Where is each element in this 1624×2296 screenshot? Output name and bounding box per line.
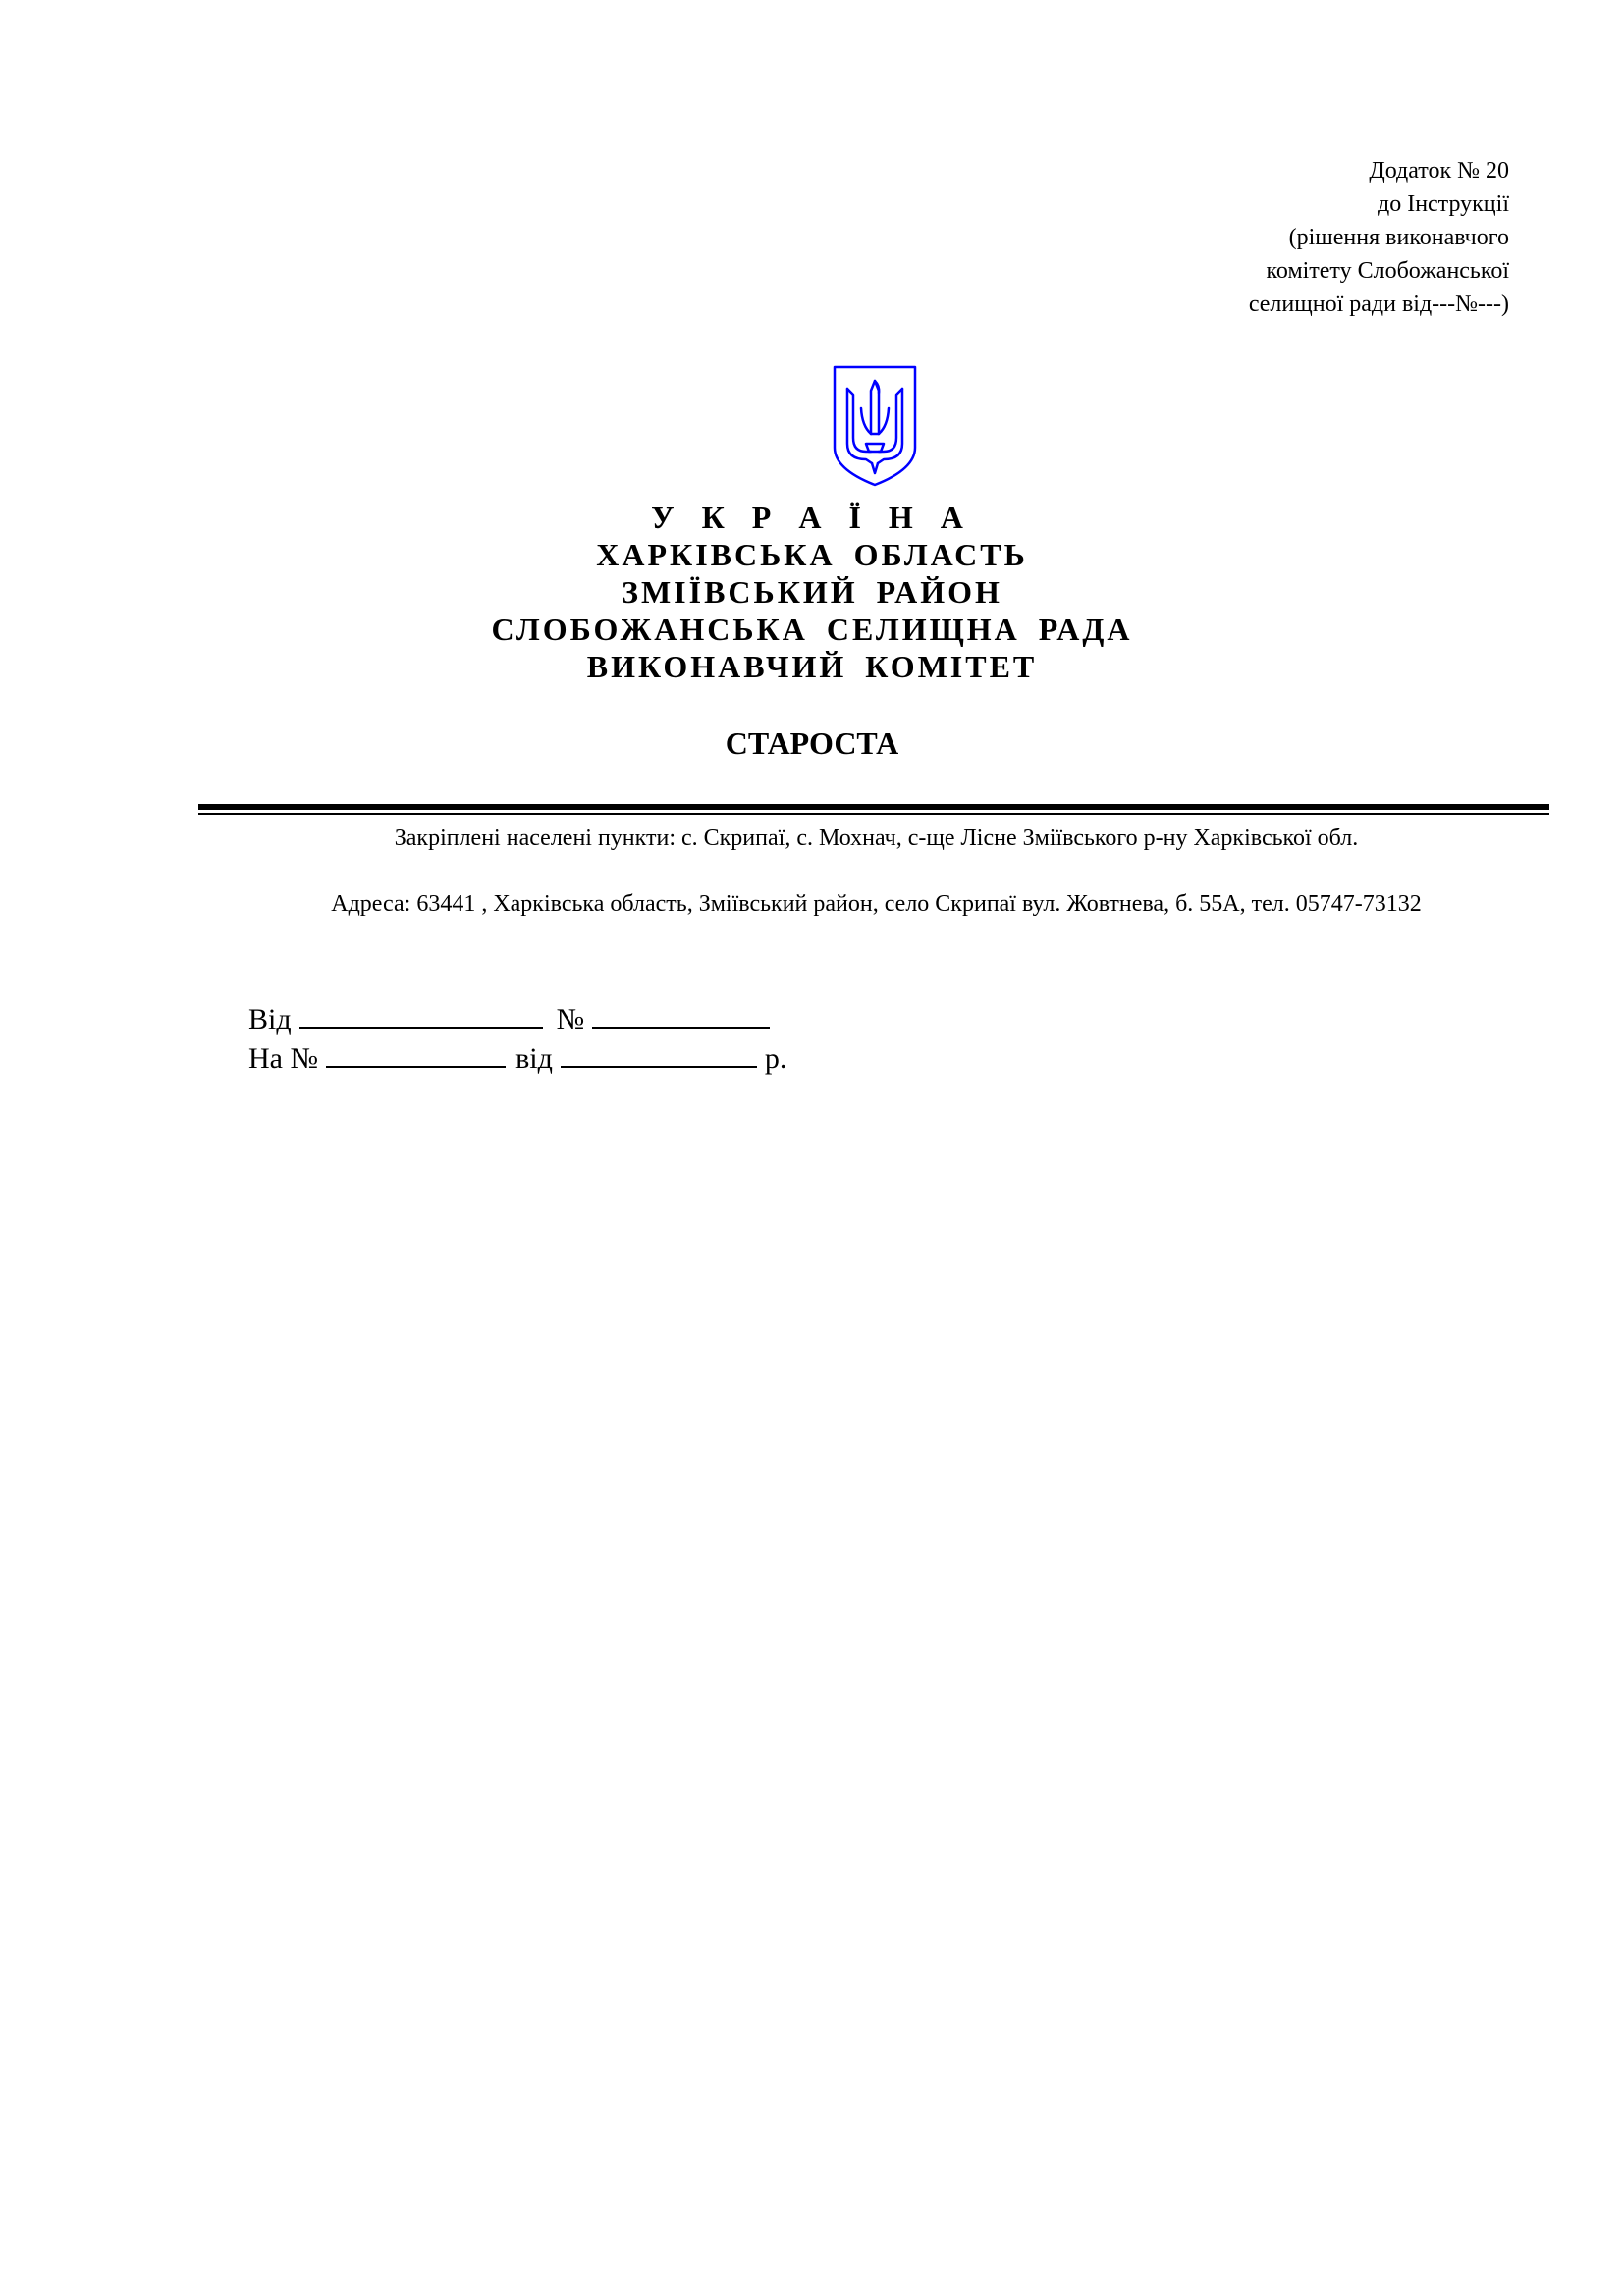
- country-name: У К Р А Ї Н А: [651, 500, 973, 535]
- trident-coat-of-arms-icon: [833, 365, 917, 487]
- elder-title: СТАРОСТА: [725, 725, 899, 761]
- appendix-line-instruction: до Інструкції: [1377, 191, 1509, 217]
- incoming-reference-line: [248, 1040, 786, 1079]
- appendix-note: [999, 154, 1509, 321]
- district-name: ЗМІЇВСЬКИЙ РАЙОН: [622, 574, 1002, 610]
- reference-fields: [248, 1000, 786, 1079]
- date-label: від: [515, 1042, 553, 1075]
- outgoing-reference-line: [248, 1000, 786, 1040]
- outgoing-number-blank[interactable]: [592, 1005, 770, 1029]
- address-line: Адреса: 63441 , Харківська область, Зміївський район, село Скрипаї вул. Жовтнева, б. 55А, тел. 05747-73132: [331, 891, 1422, 917]
- outgoing-date-blank[interactable]: [299, 1005, 543, 1029]
- council-name: СЛОБОЖАНСЬКА СЕЛИЩНА РАДА: [491, 612, 1133, 647]
- incoming-date-blank[interactable]: [561, 1044, 757, 1068]
- header-divider-thin: [198, 813, 1549, 815]
- appendix-line-decision: (рішення виконавчого: [1288, 225, 1509, 250]
- letterhead-header: [0, 499, 1624, 685]
- region-name: ХАРКІВСЬКА ОБЛАСТЬ: [596, 537, 1028, 572]
- incoming-number-blank[interactable]: [326, 1044, 506, 1068]
- appendix-line-number: Додаток № 20: [1369, 158, 1509, 184]
- appendix-line-committee: комітету Слобожанської: [1266, 258, 1509, 284]
- settlements-line: Закріплені населені пункти: с. Скрипаї, с. Мохнач, с-ще Лісне Зміївського р-ну Харківської обл.: [394, 826, 1359, 851]
- from-label: Від: [248, 1003, 292, 1036]
- committee-name: ВИКОНАВЧИЙ КОМІТЕТ: [586, 649, 1038, 684]
- header-divider-thick: [198, 804, 1549, 810]
- number-label: №: [556, 1003, 585, 1036]
- reply-label: На №: [248, 1042, 319, 1075]
- appendix-line-council: селищної ради від---№---): [1248, 292, 1509, 317]
- year-suffix: р.: [764, 1042, 787, 1075]
